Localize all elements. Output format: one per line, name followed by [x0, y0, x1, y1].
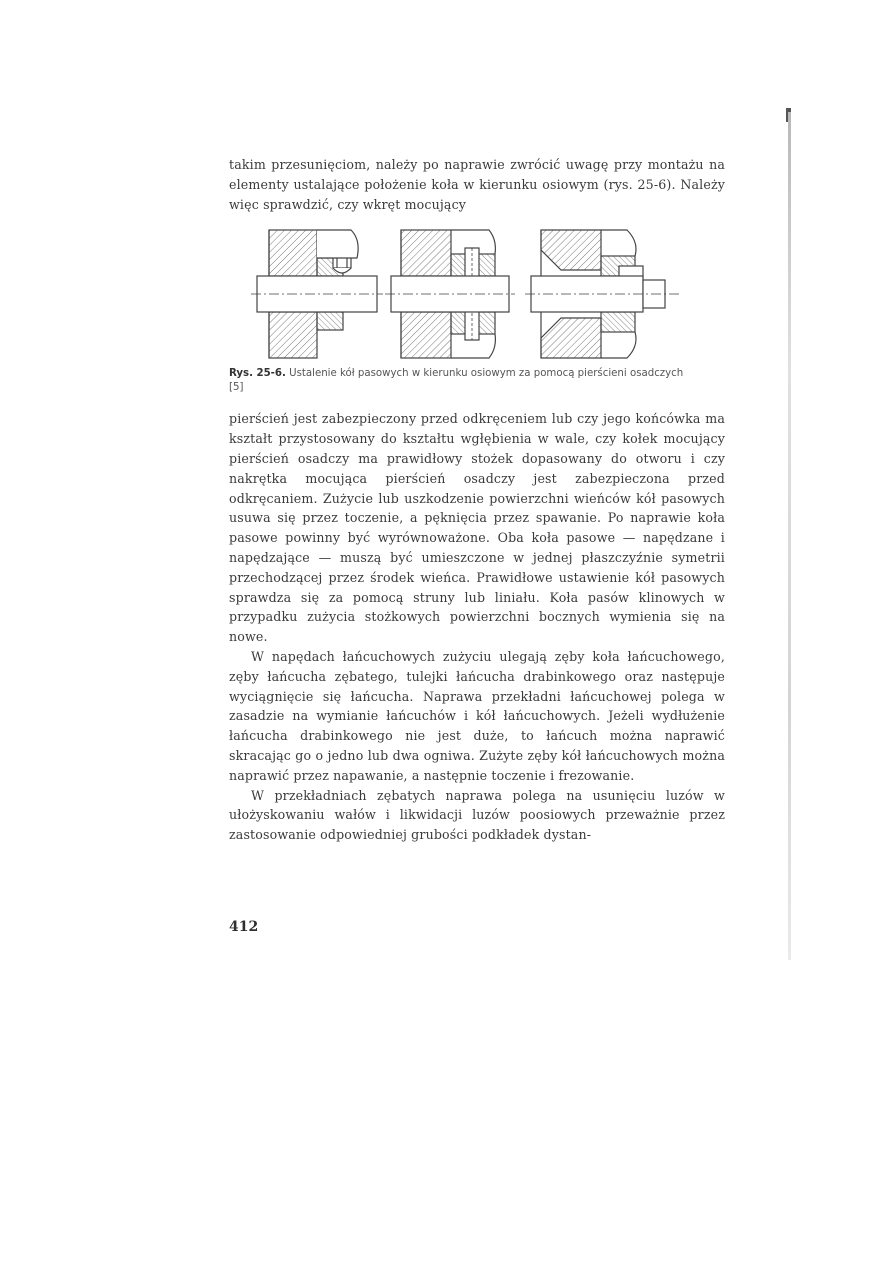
page-body — [229, 155, 725, 845]
paragraph-4: W przekładniach zębatych naprawa polega na usunięciu luzów w ułożyskowaniu wałów i likwidacji luzów poosiowych przeważnie przez zastosowanie odpowiedniej grubości podkładek dystan- — [229, 787, 725, 843]
drawing-3-nut-ring — [525, 230, 681, 358]
page-number: 412 — [229, 919, 259, 935]
drawing-2-pin-ring — [385, 230, 515, 358]
scan-edge-shadow — [788, 112, 791, 960]
drawing-1-set-screw-ring — [251, 230, 383, 358]
figure-caption-text: Ustalenie kół pasowych w kierunku osiowym za pomocą pierścieni osadczych [5] — [229, 368, 684, 394]
paragraph-1: takim przesunięciom, należy po naprawie zwrócić uwagę przy montażu na elementy ustalające położenie koła w kierunku osiowym (rys. 25-6). Należy więc sprawdzić, czy wkręt mocujący — [229, 157, 725, 212]
figure-drawing — [251, 228, 731, 360]
paragraph-2: pierścień jest zabezpieczony przed odkręceniem lub czy jego końcówka ma kształt przystosowany do kształtu wgłębienia w wale, czy kołek mocujący pierścień osadczy ma prawidłowy stożek dopasowany do otworu i czy nakrętka mocująca pierścień osadczy jest zabezpieczona przed odkręcaniem. Zużycie lub uszkodzenie powierzchni wieńców kół pasowych usuwa się przez toczenie, a pęknięcia przez spawanie. Po naprawie koła pasowe powinny być wyrównoważone. Oba koła pasowe — napędzane i napędzające — muszą być umieszczone w jednej płaszczyźnie symetrii przechodzącej przez środek wieńca. Prawidłowe ustawienie kół pasowych sprawdza się za pomocą struny lub liniału. Koła pasów klinowych w przypadku zużycia stożkowych powierzchni bocznych wymienia się na nowe. — [229, 411, 725, 645]
paragraph-3: W napędach łańcuchowych zużyciu ulegają zęby koła łańcuchowego, zęby łańcucha zębatego, tulejki łańcucha drabinkowego oraz następuje wyciągnięcie się łańcucha. Naprawa przekładni łańcuchowej polega w zasadzie na wymianie łańcuchów i kół łańcuchowych. Jeżeli wydłużenie łańcucha drabinkowego nie jest duże, to łańcuch można naprawić skracając go o jedno lub dwa ogniwa. Zużyte zęby kół łańcuchowych można naprawić przez napawanie, a następnie toczenie i frezowanie. — [229, 648, 725, 783]
figure-25-6 — [251, 228, 731, 363]
figure-caption-label: Rys. 25-6. — [229, 368, 286, 380]
figure-caption — [229, 367, 725, 395]
